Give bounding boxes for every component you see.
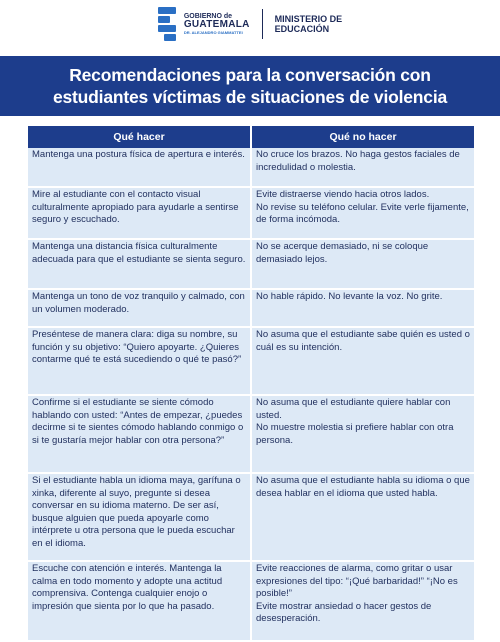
table-row: [28, 290, 474, 328]
dont-cell: No asuma que el estudiante sabe quién es usted o cuál es su intención.: [250, 328, 474, 394]
header: [0, 0, 500, 48]
do-cell: Mantenga un tono de voz tranquilo y calmado, con un volumen moderado.: [32, 291, 245, 315]
recommendations-table: [28, 126, 474, 642]
do-cell: Mantenga una distancia física culturalmente adecuada para que el estudiante se sienta seguro.: [32, 241, 246, 265]
table-row: [28, 562, 474, 642]
dont-cell: No hable rápido. No levante la voz. No grite.: [250, 290, 474, 326]
table-row: [28, 328, 474, 396]
table-row: [28, 148, 474, 188]
logo-line3: DR. ALEJANDRO GIAMMATTEI: [183, 30, 243, 35]
title-line2: estudiantes víctimas de situaciones de violencia: [52, 87, 448, 107]
dont-cell: Evite reacciones de alarma, como gritar o usar expresiones del tipo: “¡Qué barbaridad!” “¡No es posible!” Evite mostrar ansiedad o hacer gestos de desesperación.: [250, 562, 474, 640]
dont-cell: No asuma que el estudiante quiere hablar con usted. No muestre molestia si prefiere hablar con otra persona.: [250, 396, 474, 472]
table-row: [28, 396, 474, 474]
do-cell: Preséntese de manera clara: diga su nombre, su función y su objetivo: “Quiero apoyarte. ¿Quieres contarme qué te está sucediendo o qué te pasó?”: [32, 329, 242, 366]
guatemala-logo-icon: [158, 7, 176, 41]
dont-cell: No cruce los brazos. No haga gestos faciales de incredulidad o molestia.: [250, 148, 474, 186]
government-logo-text: [184, 13, 250, 35]
do-cell: Confirme si el estudiante se siente cómodo hablando con usted: “Antes de empezar, ¿puedes decirme si te sientes cómodo hablando conmigo o si te gustaría mejor hablar con otra persona?”: [32, 397, 244, 446]
title-line1: Recomendaciones para la conversación con: [69, 65, 431, 85]
do-cell: Escuche con atención e interés. Mantenga la calma en todo momento y adopte una actitud comprensiva. Contenga cualquier enojo o impresión que sienta por lo que ha pasado.: [32, 563, 223, 612]
do-cell: Mantenga una postura física de apertura e interés.: [32, 149, 245, 160]
dont-cell: No asuma que el estudiante habla su idioma o que desea hablar en el idioma que usted habla.: [250, 474, 474, 560]
col-header-dont: Qué no hacer: [252, 126, 474, 148]
ministry-line1: MINISTERIO DE: [274, 13, 343, 24]
ministry-name: [275, 14, 343, 35]
header-divider: [262, 9, 263, 39]
dont-cell: No se acerque demasiado, ni se coloque demasiado lejos.: [250, 240, 474, 288]
do-cell: Mire al estudiante con el contacto visual culturalmente apropiado para ayudarle a sentirse seguro y escuchado.: [32, 189, 239, 226]
table-header: [28, 126, 474, 148]
title-banner: [0, 56, 500, 116]
table-row: [28, 474, 474, 562]
logo-line1: GOBIERNO de: [183, 13, 233, 20]
dont-cell: Evite distraerse viendo hacia otros lados. No revise su teléfono celular. Evite verle fijamente, de forma incómoda.: [250, 188, 474, 238]
col-header-do: Qué hacer: [28, 126, 250, 148]
table-row: [28, 188, 474, 240]
ministry-line2: EDUCACIÓN: [274, 24, 330, 34]
table-row: [28, 240, 474, 290]
do-cell: Si el estudiante habla un idioma maya, garífuna o xinka, diferente al suyo, pregunte si desea conversar en su idioma materno. De ser así, busque alguien que pueda apoyarle como intérprete u otra persona que le pueda escuchar en el idioma.: [32, 475, 241, 549]
logo-line2: GUATEMALA: [183, 19, 250, 30]
